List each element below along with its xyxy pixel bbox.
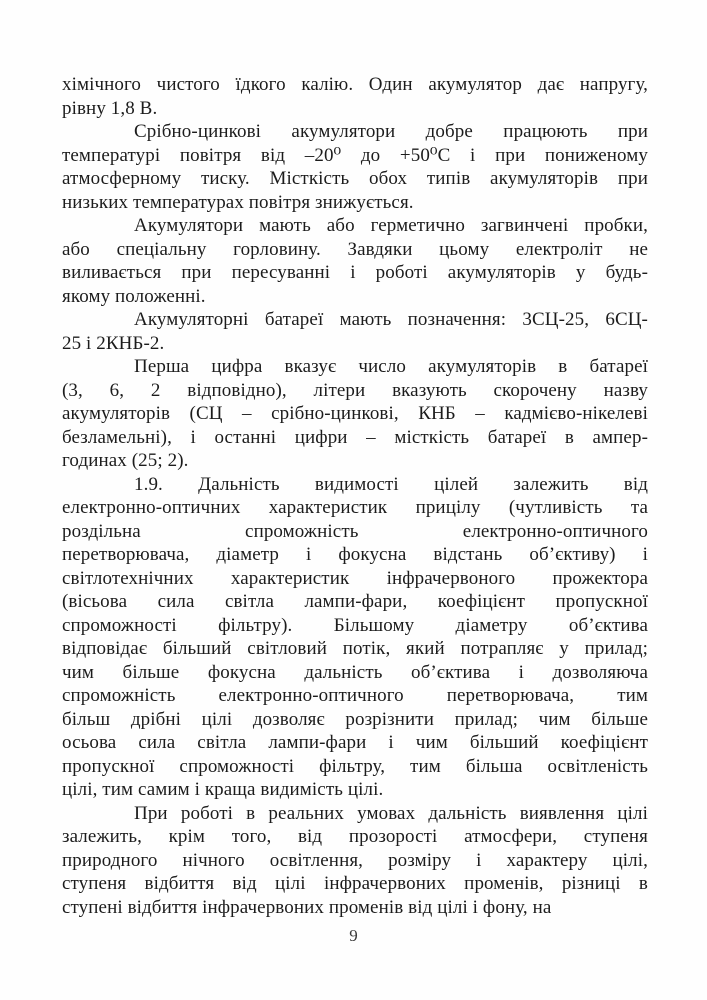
text-line: рівну 1,8 В. [62, 97, 158, 119]
paragraph [62, 473, 648, 802]
text-line: світлотехнічних характеристик інфрачервоного прожектора [62, 567, 648, 589]
text-line: (вісьова сила світла лампи-фари, коефіцієнт пропускної [62, 591, 648, 612]
text-line: природного нічного освітлення, розміру і характеру цілі, [62, 849, 648, 871]
text-line: годинах (25; 2). [62, 450, 189, 471]
text-line: залежить, крім того, від прозорості атмосфери, ступеня [62, 826, 648, 847]
text-line: 1.9. Дальність видимості цілей залежить від [134, 473, 648, 495]
text-line: або спеціальну горловину. Завдяки цьому електроліт не [62, 238, 648, 260]
paragraph [62, 120, 648, 214]
paragraph [62, 73, 648, 120]
text-block [62, 73, 648, 919]
text-line: осьова сила світла лампи-фари і чим більший коефіцієнт [62, 732, 648, 753]
text-line: ступеня відбиття від цілі інфрачервоних променів, різниці в [62, 873, 648, 894]
text-line: При роботі в реальних умовах дальність виявлення цілі [134, 802, 648, 824]
text-line: Акумулятори мають або герметично загвинчені пробки, [134, 215, 648, 236]
text-line: відповідає більший світловий потік, який потрапляє у прилад; [62, 638, 648, 659]
text-line: перетворювача, діаметр і фокусна відстань об’єктиву) і [62, 544, 648, 565]
text-line: спроможності фільтру). Більшому діаметру об’єктива [62, 614, 648, 636]
paragraph [62, 308, 648, 355]
paragraph [62, 355, 648, 473]
text-line: Акумуляторні батареї мають позначення: 3СЦ-25, 6СЦ- [134, 309, 648, 330]
page-number: 9 [349, 926, 358, 945]
text-line: температурі повітря від –20⁰ до +50⁰С і при пониженому [62, 144, 648, 166]
text-line: ступені відбиття інфрачервоних променів від цілі і фону, на [62, 896, 552, 918]
paragraph [62, 214, 648, 308]
text-line: якому положенні. [62, 285, 206, 307]
text-line: 25 і 2КНБ-2. [62, 332, 165, 354]
text-line: роздільна спроможність електронно-оптичного [62, 520, 648, 542]
text-line: чим більше фокусна дальність об’єктива і дозволяюча [62, 661, 648, 683]
text-line: спроможність електронно-оптичного перетворювача, тим [62, 685, 648, 706]
text-line: пропускної спроможності фільтру, тим більша освітленість [62, 755, 648, 777]
text-line: безламельні), і останні цифри – місткість батареї в ампер- [62, 426, 648, 448]
text-line: атмосферному тиску. Місткість обох типів акумуляторів при [62, 168, 648, 189]
text-line: Перша цифра вказує число акумуляторів в батареї [134, 356, 648, 377]
text-line: акумуляторів (СЦ – срібно-цинкові, КНБ – кадмієво-нікелеві [62, 403, 648, 424]
paragraph [62, 802, 648, 920]
text-line: виливається при пересуванні і роботі акумуляторів у будь- [62, 262, 648, 283]
text-line: низьких температурах повітря знижується. [62, 191, 414, 213]
text-line: хімічного чистого їдкого калію. Один акумулятор дає напругу, [62, 74, 648, 95]
text-line: більш дрібні цілі дозволяє розрізнити прилад; чим більше [62, 708, 648, 730]
text-line: електронно-оптичних характеристик прицілу (чутливість та [62, 497, 648, 518]
text-line: Срібно-цинкові акумулятори добре працюють при [134, 121, 648, 142]
text-line: цілі, тим самим і краща видимість цілі. [62, 779, 384, 800]
text-line: (3, 6, 2 відповідно), літери вказують скорочену назву [62, 379, 648, 401]
